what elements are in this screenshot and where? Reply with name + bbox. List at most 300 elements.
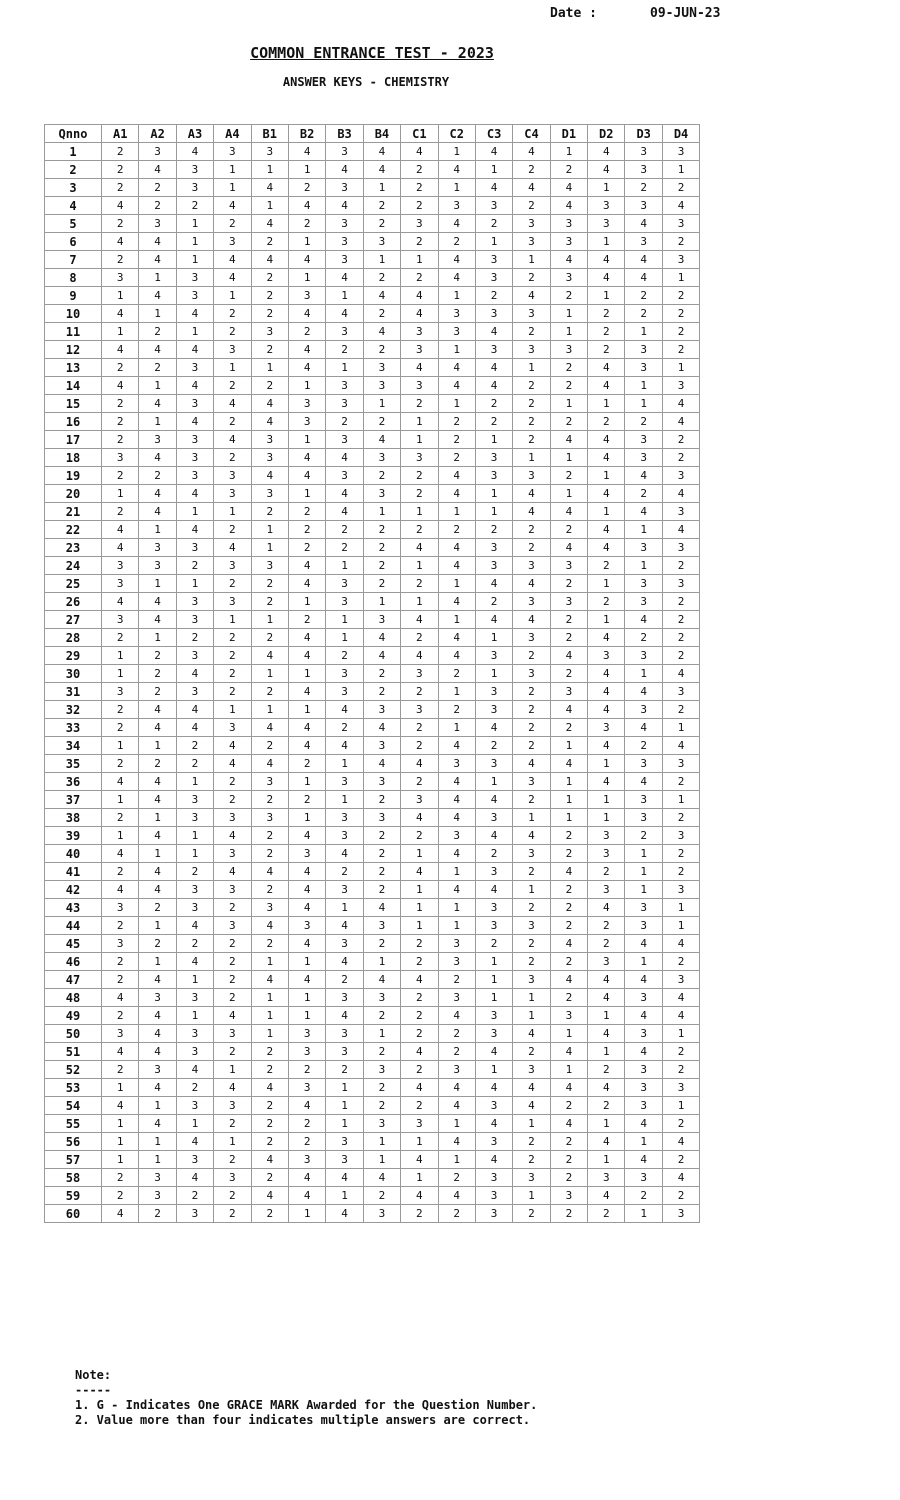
answer-cell: 4 — [363, 323, 400, 341]
answer-cell: 1 — [102, 1115, 139, 1133]
answer-cell: 2 — [288, 1115, 325, 1133]
answer-cell: 3 — [251, 485, 288, 503]
answer-cell: 4 — [288, 251, 325, 269]
answer-cell: 2 — [550, 665, 587, 683]
answer-cell: 2 — [662, 305, 699, 323]
answer-cell: 2 — [438, 1169, 475, 1187]
table-row — [45, 215, 700, 233]
answer-cell: 4 — [139, 863, 176, 881]
table-row — [45, 629, 700, 647]
answer-cell: 1 — [251, 611, 288, 629]
answer-cell: 3 — [475, 863, 512, 881]
answer-cell: 3 — [214, 467, 251, 485]
answer-cell: 3 — [326, 593, 363, 611]
answer-cell: 2 — [214, 413, 251, 431]
answer-cell: 4 — [513, 287, 550, 305]
answer-cell: 2 — [662, 287, 699, 305]
answer-cell: 3 — [625, 341, 662, 359]
answer-cell: 3 — [475, 647, 512, 665]
answer-cell: 2 — [251, 1097, 288, 1115]
answer-cell: 1 — [363, 1025, 400, 1043]
answer-cell: 1 — [176, 251, 213, 269]
answer-cell: 3 — [513, 233, 550, 251]
answer-cell: 3 — [475, 1007, 512, 1025]
answer-cell: 4 — [475, 611, 512, 629]
answer-cell: 1 — [550, 791, 587, 809]
answer-cell: 4 — [588, 485, 625, 503]
answer-cell: 2 — [363, 1007, 400, 1025]
answer-cell: 3 — [326, 575, 363, 593]
answer-cell: 2 — [251, 575, 288, 593]
answer-cell: 2 — [363, 1097, 400, 1115]
answer-cell: 2 — [214, 377, 251, 395]
answer-cell: 4 — [401, 1151, 438, 1169]
answer-cell: 1 — [588, 395, 625, 413]
answer-cell: 2 — [401, 197, 438, 215]
answer-cell: 1 — [550, 737, 587, 755]
answer-cell: 3 — [513, 557, 550, 575]
answer-cell: 3 — [176, 1025, 213, 1043]
answer-cell: 2 — [251, 341, 288, 359]
question-number: 24 — [45, 557, 102, 575]
answer-cell: 2 — [363, 215, 400, 233]
answer-cell: 4 — [176, 953, 213, 971]
answer-cell: 4 — [176, 413, 213, 431]
question-number: 47 — [45, 971, 102, 989]
answer-cell: 1 — [401, 593, 438, 611]
answer-cell: 2 — [662, 1151, 699, 1169]
answer-cell: 4 — [176, 701, 213, 719]
answer-cell: 4 — [139, 971, 176, 989]
answer-cell: 2 — [438, 233, 475, 251]
answer-cell: 2 — [102, 863, 139, 881]
answer-cell: 3 — [475, 341, 512, 359]
answer-cell: 1 — [102, 287, 139, 305]
answer-cell: 4 — [475, 179, 512, 197]
question-number: 44 — [45, 917, 102, 935]
answer-cell: 1 — [625, 1205, 662, 1223]
answer-cell: 3 — [214, 1169, 251, 1187]
answer-cell: 1 — [288, 665, 325, 683]
answer-cell: 4 — [139, 485, 176, 503]
answer-cell: 2 — [475, 845, 512, 863]
answer-cell: 1 — [139, 737, 176, 755]
answer-cell: 4 — [588, 269, 625, 287]
answer-cell: 3 — [251, 323, 288, 341]
answer-cell: 3 — [251, 773, 288, 791]
table-row — [45, 1187, 700, 1205]
answer-cell: 2 — [139, 323, 176, 341]
answer-cell: 1 — [251, 161, 288, 179]
answer-cell: 3 — [513, 629, 550, 647]
answer-cell: 4 — [438, 485, 475, 503]
answer-cell: 1 — [401, 1169, 438, 1187]
answer-cell: 2 — [214, 1205, 251, 1223]
question-number: 10 — [45, 305, 102, 323]
answer-cell: 4 — [662, 395, 699, 413]
answer-cell: 2 — [363, 845, 400, 863]
answer-cell: 2 — [625, 179, 662, 197]
answer-cell: 2 — [214, 935, 251, 953]
column-header: A4 — [214, 125, 251, 143]
answer-cell: 4 — [214, 539, 251, 557]
answer-cell: 2 — [550, 413, 587, 431]
answer-cell: 4 — [588, 701, 625, 719]
answer-cell: 2 — [475, 521, 512, 539]
answer-cell: 1 — [102, 737, 139, 755]
table-row — [45, 593, 700, 611]
answer-cell: 2 — [438, 701, 475, 719]
answer-cell: 2 — [251, 233, 288, 251]
answer-cell: 2 — [363, 683, 400, 701]
answer-cell: 1 — [251, 539, 288, 557]
question-number: 1 — [45, 143, 102, 161]
table-row — [45, 557, 700, 575]
table-row — [45, 1043, 700, 1061]
answer-cell: 4 — [326, 1205, 363, 1223]
table-row — [45, 971, 700, 989]
answer-cell: 1 — [550, 1025, 587, 1043]
note-item: 1. G - Indicates One GRACE MARK Awarded for the Question Number. — [75, 1398, 538, 1412]
answer-cell: 2 — [662, 1115, 699, 1133]
answer-cell: 2 — [102, 395, 139, 413]
answer-cell: 3 — [139, 143, 176, 161]
answer-cell: 2 — [102, 917, 139, 935]
answer-cell: 2 — [662, 179, 699, 197]
question-number: 56 — [45, 1133, 102, 1151]
answer-cell: 4 — [475, 791, 512, 809]
answer-cell: 3 — [625, 449, 662, 467]
answer-cell: 4 — [251, 647, 288, 665]
answer-cell: 4 — [550, 863, 587, 881]
answer-cell: 2 — [513, 1133, 550, 1151]
answer-cell: 2 — [550, 989, 587, 1007]
answer-cell: 1 — [363, 1133, 400, 1151]
answer-cell: 4 — [662, 665, 699, 683]
answer-cell: 4 — [513, 1079, 550, 1097]
answer-cell: 3 — [438, 1061, 475, 1079]
answer-cell: 2 — [363, 935, 400, 953]
answer-cell: 1 — [214, 179, 251, 197]
table-row — [45, 539, 700, 557]
answer-cell: 3 — [550, 341, 587, 359]
answer-cell: 2 — [401, 827, 438, 845]
answer-cell: 4 — [513, 503, 550, 521]
answer-cell: 3 — [363, 233, 400, 251]
answer-cell: 4 — [363, 431, 400, 449]
answer-cell: 2 — [176, 1187, 213, 1205]
answer-cell: 2 — [288, 215, 325, 233]
answer-cell: 4 — [102, 197, 139, 215]
answer-cell: 1 — [326, 1097, 363, 1115]
answer-cell: 2 — [401, 485, 438, 503]
question-number: 43 — [45, 899, 102, 917]
page-subtitle: ANSWER KEYS - CHEMISTRY — [282, 75, 450, 89]
answer-cell: 3 — [401, 791, 438, 809]
answer-cell: 2 — [176, 557, 213, 575]
answer-cell: 3 — [550, 557, 587, 575]
answer-cell: 1 — [363, 503, 400, 521]
answer-cell: 4 — [401, 755, 438, 773]
answer-cell: 2 — [363, 269, 400, 287]
answer-cell: 4 — [326, 449, 363, 467]
answer-cell: 1 — [662, 791, 699, 809]
question-number: 45 — [45, 935, 102, 953]
answer-cell: 1 — [550, 305, 587, 323]
answer-cell: 4 — [401, 1043, 438, 1061]
answer-cell: 3 — [475, 1133, 512, 1151]
answer-cell: 4 — [588, 539, 625, 557]
answer-cell: 3 — [662, 971, 699, 989]
answer-cell: 3 — [401, 215, 438, 233]
answer-cell: 2 — [176, 197, 213, 215]
answer-cell: 2 — [139, 935, 176, 953]
question-number: 7 — [45, 251, 102, 269]
answer-cell: 1 — [176, 1115, 213, 1133]
answer-cell: 1 — [625, 1133, 662, 1151]
answer-cell: 2 — [251, 935, 288, 953]
answer-cell: 4 — [251, 395, 288, 413]
answer-cell: 3 — [326, 179, 363, 197]
question-number: 59 — [45, 1187, 102, 1205]
answer-cell: 4 — [513, 611, 550, 629]
answer-cell: 4 — [326, 917, 363, 935]
answer-cell: 4 — [214, 269, 251, 287]
answer-cell: 1 — [588, 1151, 625, 1169]
answer-cell: 2 — [662, 341, 699, 359]
answer-cell: 2 — [326, 1061, 363, 1079]
answer-cell: 2 — [550, 917, 587, 935]
answer-cell: 1 — [139, 305, 176, 323]
answer-cell: 4 — [251, 971, 288, 989]
answer-cell: 1 — [438, 611, 475, 629]
answer-cell: 3 — [176, 593, 213, 611]
answer-cell: 3 — [625, 809, 662, 827]
answer-cell: 4 — [550, 179, 587, 197]
answer-cell: 2 — [139, 665, 176, 683]
answer-cell: 2 — [438, 971, 475, 989]
date-row — [550, 6, 720, 21]
answer-cell: 4 — [438, 1079, 475, 1097]
answer-cell: 4 — [139, 701, 176, 719]
answer-cell: 4 — [288, 647, 325, 665]
answer-cell: 2 — [401, 989, 438, 1007]
answer-cell: 3 — [550, 1187, 587, 1205]
answer-cell: 1 — [326, 1079, 363, 1097]
answer-cell: 3 — [438, 935, 475, 953]
answer-cell: 4 — [625, 1043, 662, 1061]
answer-cell: 3 — [475, 539, 512, 557]
answer-cell: 2 — [214, 449, 251, 467]
answer-cell: 4 — [102, 233, 139, 251]
answer-cell: 4 — [662, 521, 699, 539]
answer-cell: 1 — [139, 845, 176, 863]
table-row — [45, 989, 700, 1007]
answer-cell: 2 — [176, 755, 213, 773]
answer-cell: 3 — [363, 917, 400, 935]
answer-cell: 4 — [102, 593, 139, 611]
answer-cell: 1 — [139, 575, 176, 593]
answer-cell: 1 — [625, 881, 662, 899]
answer-cell: 3 — [176, 395, 213, 413]
answer-cell: 1 — [139, 917, 176, 935]
answer-cell: 2 — [214, 665, 251, 683]
answer-cell: 2 — [251, 503, 288, 521]
answer-cell: 1 — [102, 665, 139, 683]
answer-cell: 2 — [214, 1043, 251, 1061]
answer-cell: 4 — [288, 899, 325, 917]
answer-cell: 4 — [550, 935, 587, 953]
answer-cell: 2 — [102, 809, 139, 827]
answer-cell: 4 — [363, 971, 400, 989]
answer-cell: 3 — [662, 827, 699, 845]
answer-cell: 1 — [550, 395, 587, 413]
answer-cell: 3 — [326, 773, 363, 791]
answer-cell: 2 — [251, 1115, 288, 1133]
table-row — [45, 827, 700, 845]
answer-cell: 4 — [588, 737, 625, 755]
answer-cell: 3 — [475, 683, 512, 701]
answer-cell: 2 — [363, 863, 400, 881]
answer-cell: 1 — [475, 485, 512, 503]
answer-cell: 1 — [550, 485, 587, 503]
answer-cell: 2 — [625, 737, 662, 755]
answer-cell: 4 — [139, 395, 176, 413]
answer-cell: 4 — [513, 485, 550, 503]
answer-cell: 3 — [550, 683, 587, 701]
answer-cell: 4 — [102, 539, 139, 557]
answer-cell: 4 — [214, 737, 251, 755]
question-number: 26 — [45, 593, 102, 611]
answer-cell: 3 — [326, 251, 363, 269]
answer-cell: 2 — [401, 179, 438, 197]
answer-cell: 2 — [550, 953, 587, 971]
answer-cell: 4 — [662, 935, 699, 953]
answer-cell: 3 — [438, 755, 475, 773]
answer-cell: 2 — [513, 683, 550, 701]
answer-cell: 4 — [363, 719, 400, 737]
answer-cell: 1 — [139, 1151, 176, 1169]
answer-cell: 4 — [588, 431, 625, 449]
answer-cell: 3 — [662, 503, 699, 521]
answer-cell: 2 — [251, 269, 288, 287]
answer-cell: 3 — [288, 1043, 325, 1061]
answer-cell: 1 — [513, 1115, 550, 1133]
answer-cell: 3 — [625, 1169, 662, 1187]
question-number: 32 — [45, 701, 102, 719]
answer-cell: 4 — [513, 755, 550, 773]
answer-cell: 3 — [588, 881, 625, 899]
answer-cell: 1 — [588, 233, 625, 251]
answer-cell: 3 — [176, 287, 213, 305]
answer-cell: 1 — [438, 1151, 475, 1169]
answer-cell: 2 — [363, 557, 400, 575]
answer-cell: 4 — [550, 1079, 587, 1097]
notes-section — [75, 1368, 537, 1428]
answer-cell: 3 — [662, 467, 699, 485]
question-number: 57 — [45, 1151, 102, 1169]
date-label: Date : — [550, 6, 597, 21]
answer-cell: 1 — [625, 377, 662, 395]
answer-cell: 4 — [550, 701, 587, 719]
answer-cell: 3 — [438, 323, 475, 341]
answer-cell: 3 — [176, 1151, 213, 1169]
answer-cell: 2 — [214, 1115, 251, 1133]
answer-cell: 3 — [550, 233, 587, 251]
answer-cell: 2 — [550, 377, 587, 395]
table-row — [45, 161, 700, 179]
answer-cell: 4 — [288, 935, 325, 953]
answer-cell: 3 — [363, 1061, 400, 1079]
answer-cell: 1 — [401, 413, 438, 431]
answer-cell: 2 — [251, 881, 288, 899]
answer-cell: 4 — [438, 269, 475, 287]
answer-cell: 3 — [662, 683, 699, 701]
answer-cell: 4 — [438, 359, 475, 377]
answer-cell: 1 — [550, 809, 587, 827]
answer-cell: 1 — [438, 917, 475, 935]
answer-cell: 1 — [438, 179, 475, 197]
answer-cell: 2 — [363, 305, 400, 323]
answer-cell: 4 — [288, 881, 325, 899]
answer-cell: 2 — [326, 539, 363, 557]
answer-cell: 3 — [401, 449, 438, 467]
answer-cell: 2 — [251, 1133, 288, 1151]
note-heading: Note: — [75, 1368, 112, 1382]
answer-cell: 2 — [102, 161, 139, 179]
answer-cell: 3 — [662, 1079, 699, 1097]
answer-cell: 3 — [176, 881, 213, 899]
answer-cell: 3 — [326, 233, 363, 251]
answer-cell: 2 — [288, 179, 325, 197]
answer-cell: 2 — [102, 359, 139, 377]
answer-cell: 1 — [139, 1097, 176, 1115]
answer-cell: 3 — [139, 215, 176, 233]
table-row — [45, 899, 700, 917]
answer-cell: 2 — [326, 521, 363, 539]
answer-cell: 2 — [550, 1151, 587, 1169]
answer-cell: 3 — [288, 917, 325, 935]
answer-cell: 4 — [326, 1169, 363, 1187]
table-row — [45, 809, 700, 827]
answer-cell: 2 — [475, 215, 512, 233]
answer-cell: 4 — [139, 593, 176, 611]
answer-cell: 1 — [475, 431, 512, 449]
answer-cell: 4 — [401, 305, 438, 323]
answer-cell: 2 — [288, 755, 325, 773]
answer-cell: 1 — [401, 881, 438, 899]
answer-cell: 4 — [139, 827, 176, 845]
answer-cell: 1 — [288, 1007, 325, 1025]
answer-cell: 4 — [214, 827, 251, 845]
answer-cell: 4 — [401, 647, 438, 665]
question-number: 50 — [45, 1025, 102, 1043]
answer-cell: 3 — [475, 1187, 512, 1205]
answer-cell: 3 — [214, 1025, 251, 1043]
answer-cell: 1 — [139, 1133, 176, 1151]
answer-cell: 4 — [438, 737, 475, 755]
answer-cell: 3 — [625, 1079, 662, 1097]
question-number: 37 — [45, 791, 102, 809]
answer-cell: 3 — [102, 611, 139, 629]
answer-cell: 3 — [363, 485, 400, 503]
answer-cell: 4 — [438, 809, 475, 827]
answer-cell: 2 — [363, 197, 400, 215]
answer-cell: 2 — [214, 521, 251, 539]
answer-cell: 4 — [625, 719, 662, 737]
answer-cell: 2 — [513, 701, 550, 719]
answer-cell: 2 — [363, 539, 400, 557]
